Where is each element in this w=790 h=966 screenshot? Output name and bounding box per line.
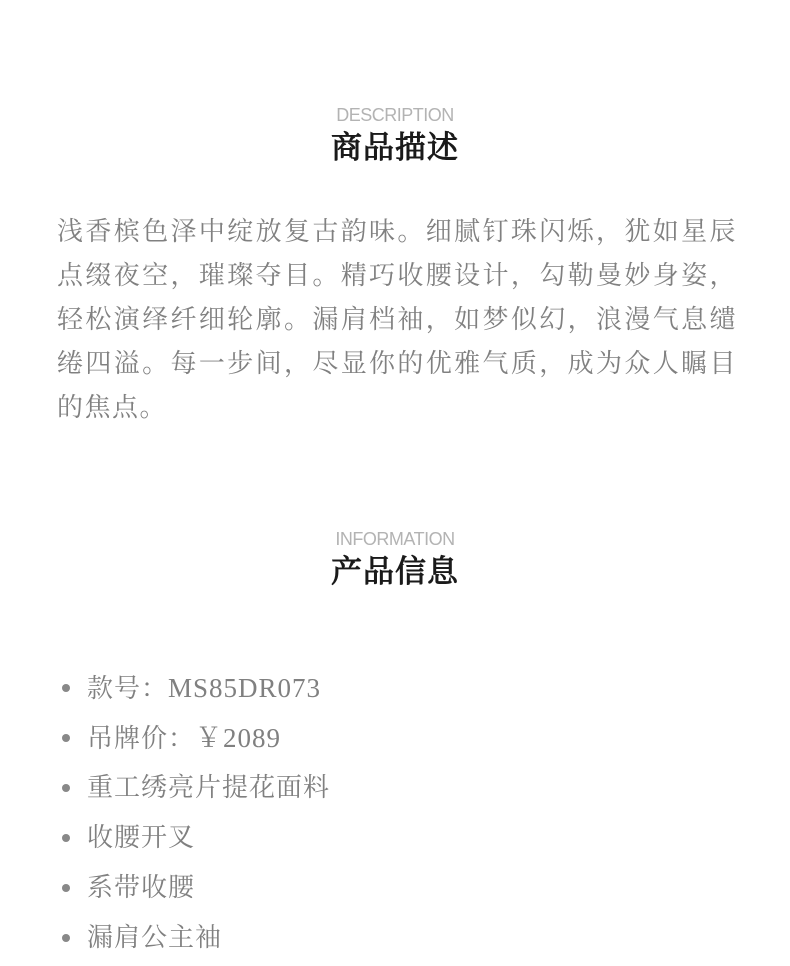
information-title: 产品信息 bbox=[331, 554, 459, 590]
bullet-icon bbox=[62, 934, 70, 942]
bullet-icon bbox=[62, 884, 70, 892]
info-item-tie-waist bbox=[60, 866, 330, 916]
info-item-label: 重工绣亮片提花面料 bbox=[87, 773, 331, 803]
info-item-style-number bbox=[60, 666, 330, 716]
description-body: 浅香槟色泽中绽放复古韵味。细腻钉珠闪烁，犹如星辰点缀夜空，璀璨夺目。精巧收腰设计，勾勒曼妙身姿，轻松演绎纤细轮廓。漏肩档袖，如梦似幻，浪漫气息缱绻四溢。每一步间，尽显你的优雅气质，成为众人瞩目的焦点。 bbox=[57, 217, 737, 423]
info-item-label: 收腰开叉 bbox=[87, 823, 196, 853]
info-item-waist-slit bbox=[60, 816, 330, 866]
info-item-value: ￥2089 bbox=[195, 723, 282, 753]
bullet-icon bbox=[62, 834, 70, 842]
bullet-icon bbox=[62, 784, 70, 792]
info-item-label: 吊牌价： bbox=[87, 724, 196, 754]
info-item-label: 款号： bbox=[87, 674, 169, 704]
bullet-icon bbox=[62, 734, 70, 742]
info-item-tag-price bbox=[60, 716, 330, 766]
product-info-list bbox=[60, 666, 330, 966]
info-item-label: 系带收腰 bbox=[87, 873, 196, 903]
description-title: 商品描述 bbox=[331, 130, 459, 166]
description-eyebrow: DESCRIPTION bbox=[336, 105, 454, 125]
bullet-icon bbox=[62, 684, 70, 692]
info-item-fabric bbox=[60, 766, 330, 816]
info-item-value: MS85DR073 bbox=[168, 673, 322, 703]
info-item-label: 漏肩公主袖 bbox=[87, 923, 223, 953]
information-eyebrow: INFORMATION bbox=[335, 529, 455, 549]
